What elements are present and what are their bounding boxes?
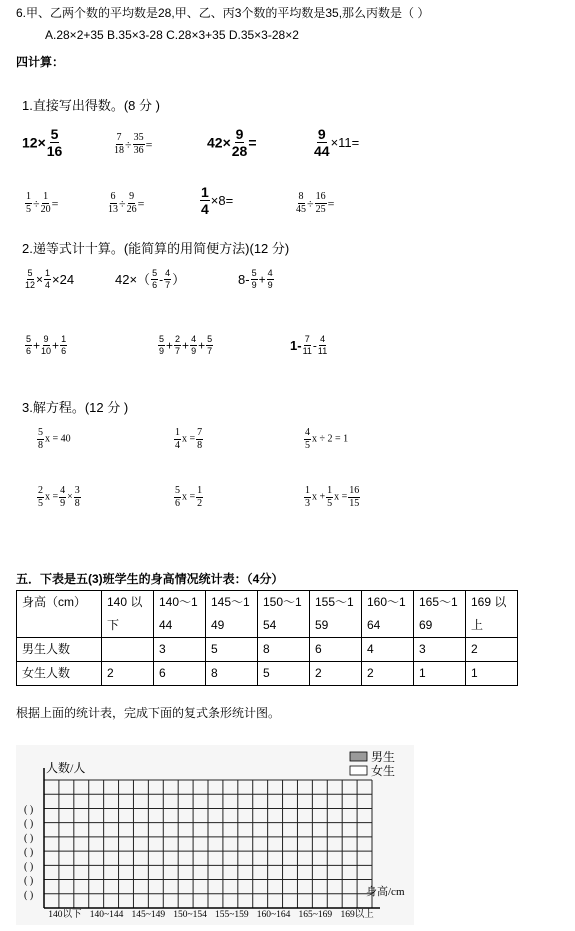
table-cell: 6 <box>310 638 362 662</box>
section-5-title: 五．下表是五(3)班学生的身高情况统计表：（4分） <box>16 572 284 586</box>
p1-expr-6: $\frac{6}{13}$ ÷ $\frac{9}{26}$ = <box>108 191 145 215</box>
table-header-cell: 155～159 <box>310 591 362 638</box>
table-cell: 2 <box>310 662 362 686</box>
p2-expr-3: 8- $\frac{5}{9}$ + $\frac{4}{9}$ <box>238 268 273 290</box>
table-header-row <box>17 591 518 638</box>
p1-expr-3: 42× $\frac{9}{28}$ = <box>207 126 257 159</box>
table-row <box>17 638 518 662</box>
table-row <box>17 662 518 686</box>
table-header-cell: 160～164 <box>362 591 414 638</box>
y-tick-placeholder: ( ) <box>24 818 34 830</box>
p1-expr-2: $\frac{7}{18}$ ÷ $\frac{35}{36}$ = <box>114 132 153 156</box>
part-3-title: 3.解方程。(12 分 ) <box>22 400 129 415</box>
chart-axes <box>44 768 380 908</box>
table-cell: 1 <box>414 662 466 686</box>
table-header-cell: 169 以上 <box>466 591 518 638</box>
p1-expr-8: $\frac{8}{45}$ ÷ $\frac{16}{25}$ = <box>296 191 335 215</box>
chart-labels <box>24 760 405 920</box>
part-2-title: 2.递等式计十算。(能简算的用简便方法)(12 分) <box>22 241 290 256</box>
table-header-cell: 165～169 <box>414 591 466 638</box>
table-header-cell: 140 以下 <box>102 591 154 638</box>
x-tick-label: 165~169 <box>298 910 333 920</box>
p1-expr-4: $\frac{9}{44}$ ×11= <box>314 126 360 159</box>
x-tick-label: 140以下 <box>48 910 82 920</box>
p1-expr-7: $\frac{1}{4}$ ×8= <box>201 184 234 217</box>
p3-eq-1: $\frac{5}{8}$ x = 40 <box>38 427 71 451</box>
p2-expr-6: 1- $\frac{7}{11}$ - $\frac{4}{11}$ <box>290 334 328 356</box>
x-axis-label: 身高/cm <box>366 886 405 898</box>
table-cell: 3 <box>154 638 206 662</box>
x-tick-label: 145~149 <box>131 910 166 920</box>
section-4-title: 四计算： <box>16 55 65 69</box>
y-tick-placeholder: ( ) <box>24 804 34 816</box>
p3-eq-6: $\frac{1}{3}$ x + $\frac{1}{5}$ x = $\frac{16}{15}$ <box>305 485 360 509</box>
table-cell: 2 <box>466 638 518 662</box>
chart-legend <box>350 749 395 778</box>
legend-swatch-boys <box>350 752 367 761</box>
x-tick-label: 140~144 <box>89 910 124 920</box>
table-header-cell: 145～149 <box>206 591 258 638</box>
p3-eq-2: $\frac{1}{4}$ x = $\frac{7}{8}$ <box>175 427 203 451</box>
table-cell: 5 <box>206 638 258 662</box>
chart-grid <box>44 780 372 908</box>
table-header-cell: 150～154 <box>258 591 310 638</box>
bar-chart <box>16 745 414 925</box>
table-cell: 2 <box>102 662 154 686</box>
y-tick-placeholder: ( ) <box>24 832 34 844</box>
row-label: 女生人数 <box>17 662 102 686</box>
y-tick-placeholder: ( ) <box>24 847 34 859</box>
row-label: 男生人数 <box>17 638 102 662</box>
x-tick-label: 150~154 <box>173 910 207 920</box>
table-header-cell: 140～144 <box>154 591 206 638</box>
x-tick-label: 155~159 <box>215 910 249 920</box>
question-6-options: A.28×2+35 B.35×3-28 C.28×3+35 D.35×3-28×2 <box>45 28 299 42</box>
y-tick-placeholder: ( ) <box>24 875 34 887</box>
legend-swatch-girls <box>350 766 367 775</box>
table-cell: 3 <box>414 638 466 662</box>
legend-label-girls: 女生 <box>371 764 396 778</box>
bar-chart-panel <box>16 745 414 925</box>
height-stats-table <box>16 590 518 686</box>
p3-eq-3: $\frac{4}{5}$ x ÷ 2 = 1 <box>305 427 349 451</box>
table-cell: 5 <box>258 662 310 686</box>
table-cell: 6 <box>154 662 206 686</box>
table-cell: 4 <box>362 638 414 662</box>
question-6-text: 6.甲、乙两个数的平均数是28,甲、乙、丙3个数的平均数是35,那么丙数是（ ） <box>16 6 430 20</box>
table-cell <box>102 638 154 662</box>
legend-label-boys: 男生 <box>371 750 396 764</box>
table-cell: 2 <box>362 662 414 686</box>
part-1-title: 1.直接写出得数。(8 分 ) <box>22 98 160 113</box>
p1-expr-5: $\frac{1}{5}$ ÷ $\frac{1}{20}$ = <box>26 191 59 215</box>
table-header-cell: 身高（cm） <box>17 591 102 638</box>
p2-expr-5: $\frac{5}{9}$ + $\frac{2}{7}$ + $\frac{4}{9}$ + $\frac{5}{7}$ <box>159 334 213 356</box>
p3-eq-5: $\frac{5}{6}$ x = $\frac{1}{2}$ <box>175 485 203 509</box>
p2-expr-2: 42×（ $\frac{5}{6}$ - $\frac{4}{7}$ ） <box>115 268 186 290</box>
p1-expr-1: 12× $\frac{5}{16}$ <box>22 126 63 159</box>
p2-expr-1: $\frac{5}{12}$ × $\frac{1}{4}$ ×24 <box>25 268 75 290</box>
table-cell: 1 <box>466 662 518 686</box>
p2-expr-4: $\frac{5}{6}$ + $\frac{9}{10}$ + $\frac{1}{6}$ <box>26 334 67 356</box>
p3-eq-4: $\frac{2}{5}$ x = $\frac{4}{9}$ × $\frac{3}{8}$ <box>38 485 80 509</box>
x-tick-label: 169以上 <box>340 910 374 920</box>
y-axis-label: 人数/人 <box>46 761 86 775</box>
chart-instruction: 根据上面的统计表，完成下面的复式条形统计图。 <box>16 706 281 720</box>
y-tick-placeholder: ( ) <box>24 889 34 901</box>
y-tick-placeholder: ( ) <box>24 861 34 873</box>
table-cell: 8 <box>206 662 258 686</box>
table-cell: 8 <box>258 638 310 662</box>
x-tick-label: 160~164 <box>256 910 291 920</box>
